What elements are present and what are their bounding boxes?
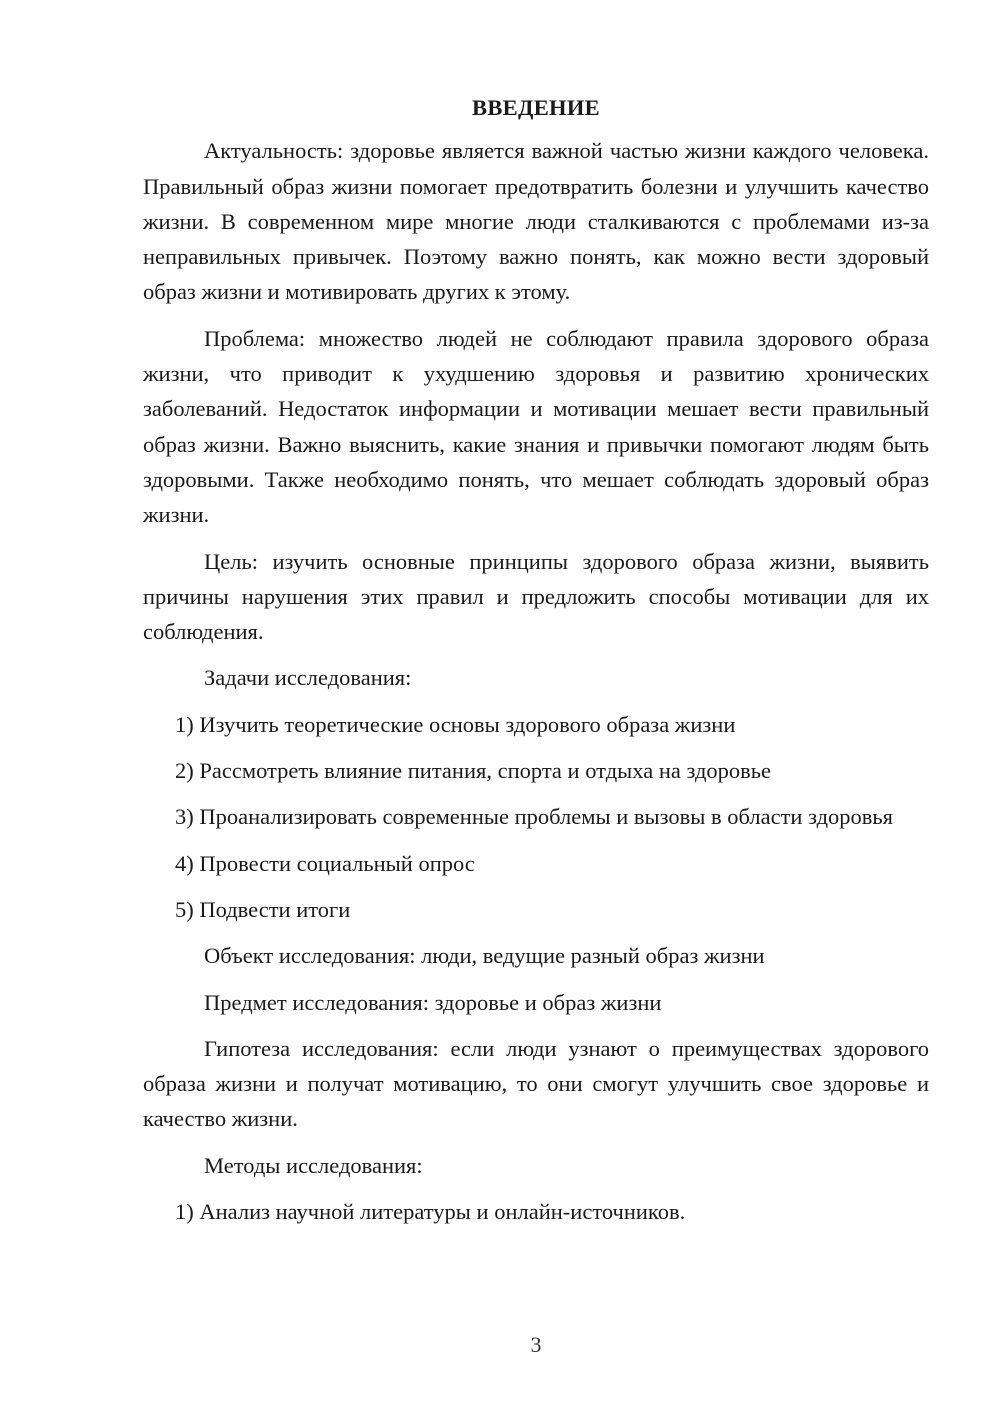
page-number: 3 — [530, 1332, 542, 1357]
method-item: 1) Анализ научной литературы и онлайн-источников. — [175, 1199, 686, 1225]
relevance-paragraph: Актуальность: здоровье является важной частью жизни каждого человека. Правильный образ жизни помогает предотвратить болезни и улучшить качество жизни. В современном мире многие люди сталкиваются с проблемами из-за неправильных привычек. Поэтому важно понять, как можно вести здоровый образ жизни и мотивировать других к этому. — [143, 138, 929, 305]
page-content — [143, 90, 929, 1240]
section-title: ВВЕДЕНИЕ — [472, 95, 600, 120]
tasks-heading: Задачи исследования: — [204, 665, 412, 691]
task-item: 1) Изучить теоретические основы здорового образа жизни — [175, 711, 736, 737]
hypothesis-paragraph: Гипотеза исследования: если люди узнают о преимуществах здорового образа жизни и получат мотивацию, то они смогут улучшить свое здоровье и качество жизни. — [143, 1035, 929, 1132]
task-item: 4) Провести социальный опрос — [175, 850, 475, 876]
subject-line: Предмет исследования: здоровье и образ жизни — [204, 989, 662, 1015]
object-line: Объект исследования: люди, ведущие разный образ жизни — [204, 943, 765, 969]
problem-paragraph: Проблема: множество людей не соблюдают правила здорового образа жизни, что приводит к ухудшению здоровья и развитию хронических заболеваний. Недостаток информации и мотивации мешает вести правильный образ жизни. Важно выяснить, какие знания и привычки помогают людям быть здоровыми. Также необходимо понять, что мешает соблюдать здоровый образ жизни. — [143, 325, 929, 528]
goal-paragraph: Цель: изучить основные принципы здорового образа жизни, выявить причины нарушения этих правил и предложить способы мотивации для их соблюдения. — [143, 548, 929, 645]
task-item: 5) Подвести итоги — [175, 896, 351, 922]
methods-heading: Методы исследования: — [204, 1152, 423, 1178]
task-item: 2) Рассмотреть влияние питания, спорта и отдыха на здоровье — [175, 758, 772, 784]
task-item: 3) Проанализировать современные проблемы и вызовы в области здоровья — [175, 804, 894, 830]
